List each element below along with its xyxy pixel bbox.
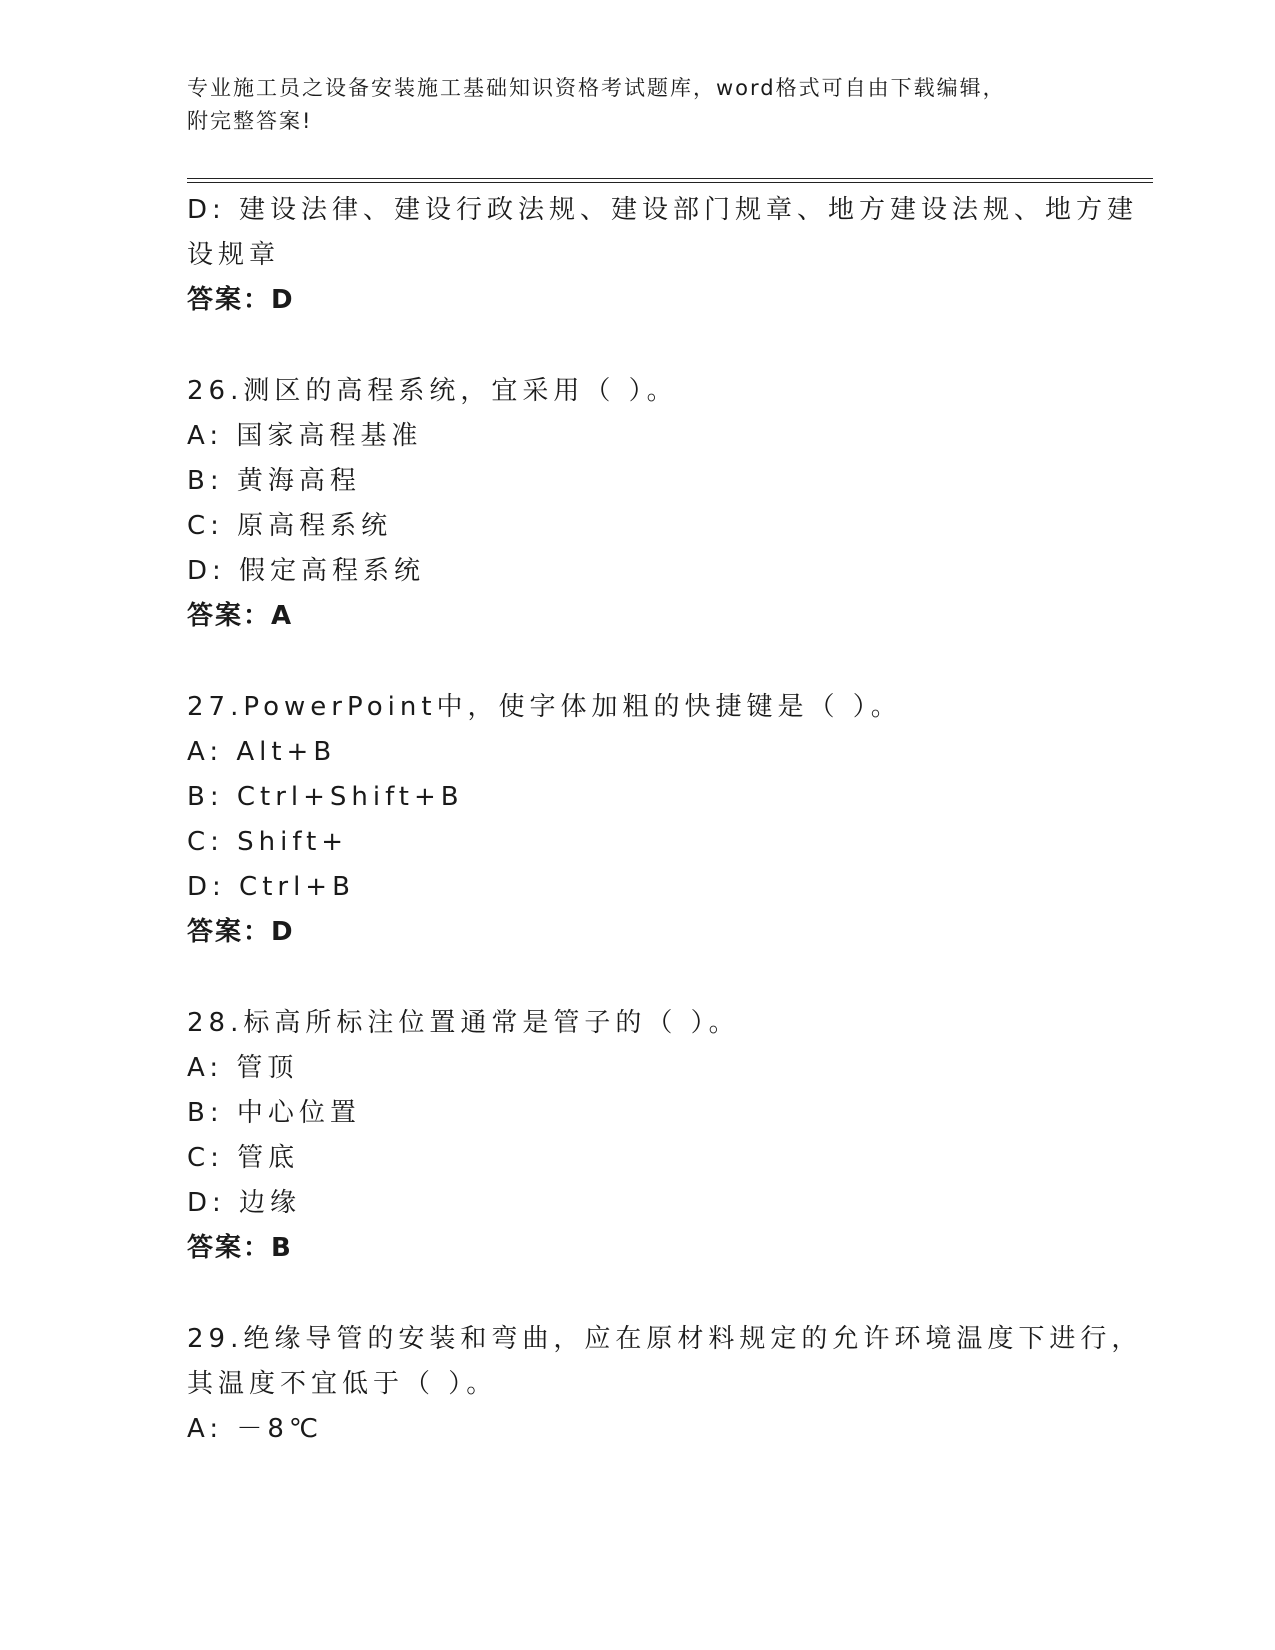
option-d-line-1: D: 建设法律、建设行政法规、建设部门规章、地方建设法规、地方建 — [187, 195, 1139, 225]
header-title-line-2: 附完整答案! — [187, 109, 313, 133]
answer: 答案：D — [187, 917, 295, 947]
header-title-line-1: 专业施工员之设备安装施工基础知识资格考试题库，word格式可自由下载编辑， — [187, 76, 1006, 100]
answer: 答案：D — [187, 285, 295, 315]
question-text: 26.测区的高程系统，宜采用（ ）。 — [187, 376, 678, 406]
question-list — [187, 188, 1143, 1452]
option-a: A: 管顶 — [187, 1053, 299, 1083]
question-27 — [187, 685, 1087, 955]
question-text-line-1: 29.绝缘导管的安装和弯曲，应在原材料规定的允许环境温度下进行， — [187, 1324, 1143, 1354]
document-header — [187, 72, 1087, 138]
question-25 — [187, 188, 1139, 323]
question-26 — [187, 369, 1087, 639]
option-a: A: Alt+B — [187, 737, 337, 767]
answer: 答案：B — [187, 1233, 293, 1263]
option-a: A: 国家高程基准 — [187, 421, 423, 451]
header-divider-top — [187, 178, 1153, 179]
answer: 答案：A — [187, 601, 294, 631]
option-c: C: Shift+ — [187, 827, 349, 857]
question-29 — [187, 1317, 1143, 1452]
option-b: B: 黄海高程 — [187, 466, 361, 496]
option-d: D: 边缘 — [187, 1188, 302, 1218]
option-c: C: 原高程系统 — [187, 511, 393, 541]
question-text-line-2: 其温度不宜低于（ ）。 — [187, 1369, 498, 1399]
option-a: A: －8℃ — [187, 1414, 324, 1444]
option-d-line-2: 设规章 — [187, 240, 281, 270]
option-c: C: 管底 — [187, 1143, 300, 1173]
question-text: 27.PowerPoint中，使字体加粗的快捷键是（ ）。 — [187, 692, 902, 722]
option-d: D: Ctrl+B — [187, 872, 355, 902]
option-b: B: 中心位置 — [187, 1098, 361, 1128]
header-divider-bottom — [187, 182, 1153, 183]
question-28 — [187, 1001, 1087, 1271]
option-d: D: 假定高程系统 — [187, 556, 426, 586]
option-b: B: Ctrl+Shift+B — [187, 782, 464, 812]
question-text: 28.标高所标注位置通常是管子的（ ）。 — [187, 1008, 740, 1038]
